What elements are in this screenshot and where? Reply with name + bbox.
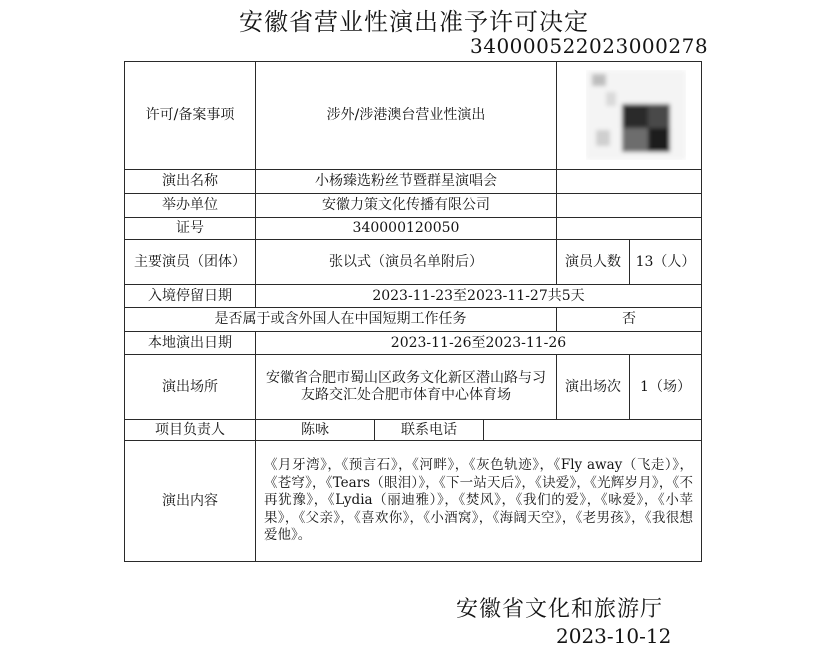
- foreign-work-label: 是否属于或含外国人在中国短期工作任务: [124, 307, 557, 332]
- performer-count-label: 演员人数: [556, 239, 630, 285]
- local-date-value: 2023-11-26至2023-11-26: [255, 331, 702, 355]
- document-title: 安徽省营业性演出准予许可决定: [239, 8, 589, 36]
- organizer-value: 安徽力策文化传播有限公司: [255, 193, 557, 218]
- phone-value: [483, 419, 702, 441]
- certificate-label: 证号: [124, 217, 256, 240]
- certificate-value: 340000120050: [255, 217, 557, 240]
- venue-label: 演出场所: [124, 354, 256, 420]
- local-date-label: 本地演出日期: [124, 331, 256, 355]
- entry-stay-value: 2023-11-23至2023-11-27共5天: [255, 284, 702, 308]
- manager-label: 项目负责人: [124, 419, 256, 441]
- show-name-blank: [556, 169, 702, 194]
- issue-date: 2023-10-12: [556, 624, 672, 648]
- permit-item-value: 涉外/涉港澳台营业性演出: [255, 61, 557, 170]
- sessions-label: 演出场次: [556, 354, 630, 420]
- qr-code-image: [586, 70, 686, 160]
- content-value: 《月牙湾》，《预言石》，《河畔》，《灰色轨迹》，《Fly away（飞走）》，《苍穹》，《Tears（眼泪）》，《下一站天后》，《诀爱》，《光辉岁月》，《不再犹豫》，《Lydia（丽迪雅）》，《焚风》，《我们的爱》，《咏爱》，《小苹果》，《父亲》，《喜欢你》，《小酒窝》，《海阔天空》，《老男孩》，《我很想爱他》。: [255, 440, 702, 562]
- document-number: 340000522023000278: [470, 34, 709, 58]
- main-performer-value: 张以式（演员名单附后）: [255, 239, 557, 285]
- certificate-blank: [556, 217, 702, 240]
- show-name-label: 演出名称: [124, 169, 256, 194]
- issuer-name: 安徽省文化和旅游厅: [456, 597, 664, 622]
- show-name-value: 小杨臻选粉丝节暨群星演唱会: [255, 169, 557, 194]
- entry-stay-label: 入境停留日期: [124, 284, 256, 308]
- manager-value: 陈咏: [255, 419, 375, 441]
- phone-label: 联系电话: [374, 419, 484, 441]
- organizer-blank: [556, 193, 702, 218]
- main-performer-label: 主要演员（团体）: [124, 239, 256, 285]
- content-label: 演出内容: [124, 440, 256, 562]
- venue-value: 安徽省合肥市蜀山区政务文化新区潜山路与习友路交汇处合肥市体育中心体育场: [255, 354, 557, 420]
- organizer-label: 举办单位: [124, 193, 256, 218]
- sessions-value: 1（场）: [629, 354, 702, 420]
- performer-count-value: 13（人）: [629, 239, 702, 285]
- permit-item-label: 许可/备案事项: [124, 61, 256, 170]
- foreign-work-value: 否: [556, 307, 702, 332]
